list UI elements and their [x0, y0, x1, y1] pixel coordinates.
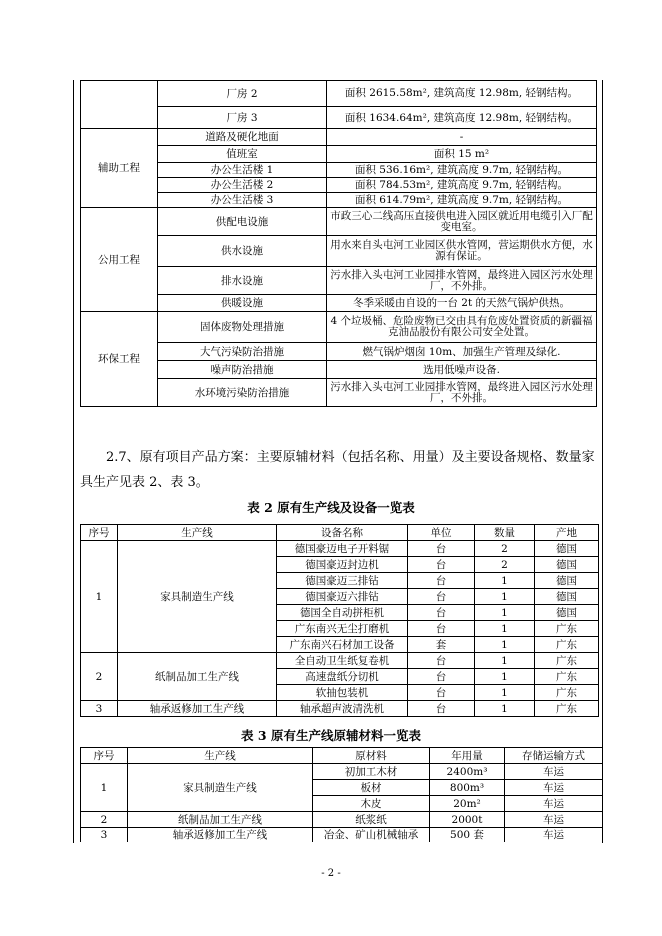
- material-name: 初加工木材: [313, 764, 430, 780]
- desc-cell: -: [327, 129, 597, 146]
- item-cell: 固体废物处理措施: [158, 312, 327, 343]
- header-row: [81, 525, 599, 541]
- item-cell: 大气污染防治措施: [158, 343, 327, 361]
- equipment-name: 德国豪迈封边机: [277, 557, 408, 573]
- quantity: 1: [475, 701, 535, 717]
- unit: 台: [408, 621, 475, 637]
- desc-cell: 污水排入头屯河工业园排水管网，最终进入园区污水处理厂，不外排。: [327, 379, 597, 407]
- production-line: 轴承返修加工生产线: [118, 701, 277, 717]
- equipment-name: 德国全自动拼柜机: [277, 605, 408, 621]
- item-cell: 供暖设施: [158, 295, 327, 312]
- table-row: [81, 163, 597, 178]
- production-line: 纸制品加工生产线: [118, 653, 277, 701]
- table-row: [81, 653, 599, 669]
- equipment-name: 德国豪迈六排钻: [277, 589, 408, 605]
- unit: 台: [408, 669, 475, 685]
- table-row: [81, 129, 597, 146]
- unit: 台: [408, 541, 475, 557]
- category-cell: 环保工程: [81, 312, 158, 407]
- unit: 台: [408, 701, 475, 717]
- transport-method: 车运: [505, 796, 603, 812]
- column-header: 存储运输方式: [505, 748, 603, 764]
- quantity: 2: [475, 557, 535, 573]
- table-row: [81, 193, 597, 208]
- table-row: [81, 343, 597, 361]
- column-header: 序号: [81, 748, 128, 764]
- project-composition-table: [80, 80, 597, 407]
- origin: 德国: [535, 541, 599, 557]
- column-header: 原材料: [313, 748, 430, 764]
- table-row: [81, 701, 599, 717]
- category-cell: 辅助工程: [81, 129, 158, 208]
- category-cell: [81, 81, 158, 129]
- unit: 台: [408, 573, 475, 589]
- unit: 台: [408, 685, 475, 701]
- row-number: 1: [81, 764, 128, 812]
- table-row: [81, 236, 597, 267]
- page-number: - 2 -: [321, 868, 341, 879]
- quantity: 1: [475, 685, 535, 701]
- column-header: 生产线: [118, 525, 277, 541]
- annual-usage: 500 套: [430, 828, 505, 843]
- table3-caption: 表 3 原有生产线原辅材料一览表: [241, 728, 421, 743]
- desc-cell: 面积 15 m²: [327, 146, 597, 163]
- quantity: 1: [475, 621, 535, 637]
- item-cell: 厂房 3: [158, 107, 327, 129]
- row-number: 2: [81, 653, 118, 701]
- row-number: 1: [81, 541, 118, 653]
- section-2-7-paragraph: 2.7、原有项目产品方案：主要原辅材料（包括名称、用量）及主要设备规格、数量家具生产见表 2、表 3。: [80, 450, 595, 490]
- table-row: [81, 361, 597, 379]
- table-row: [81, 146, 597, 163]
- column-header: 生产线: [128, 748, 313, 764]
- materials-table: [80, 747, 603, 842]
- item-cell: 水环境污染防治措施: [158, 379, 327, 407]
- production-line: 家具制造生产线: [118, 541, 277, 653]
- header-row: [81, 748, 603, 764]
- item-cell: 办公生活楼 1: [158, 163, 327, 178]
- annual-usage: 800m³: [430, 780, 505, 796]
- desc-cell: 面积 2615.58m², 建筑高度 12.98m, 轻钢结构。: [327, 81, 597, 107]
- material-name: 木皮: [313, 796, 430, 812]
- table-row: [81, 379, 597, 407]
- desc-cell: 面积 784.53m², 建筑高度 9.7m, 轻钢结构。: [327, 178, 597, 193]
- table-row: [81, 208, 597, 236]
- quantity: 1: [475, 637, 535, 653]
- unit: 台: [408, 557, 475, 573]
- transport-method: 车运: [505, 780, 603, 796]
- quantity: 1: [475, 669, 535, 685]
- production-line: 纸制品加工生产线: [128, 812, 313, 828]
- origin: 德国: [535, 557, 599, 573]
- table-row: [81, 178, 597, 193]
- equipment-name: 软抽包装机: [277, 685, 408, 701]
- row-number: 3: [81, 828, 128, 843]
- unit: 套: [408, 637, 475, 653]
- desc-cell: 市政三心二线高压直接供电进入园区就近用电缆引入厂配变电室。: [327, 208, 597, 236]
- origin: 德国: [535, 589, 599, 605]
- column-header: 序号: [81, 525, 118, 541]
- table-row: [81, 295, 597, 312]
- row-number: 3: [81, 701, 118, 717]
- material-name: 冶金、矿山机械轴承: [313, 828, 430, 843]
- equipment-table: [80, 524, 599, 717]
- column-header: 设备名称: [277, 525, 408, 541]
- table-row: [81, 541, 599, 557]
- table-row: [81, 312, 597, 343]
- production-line: 家具制造生产线: [128, 764, 313, 812]
- origin: 广东: [535, 701, 599, 717]
- origin: 广东: [535, 621, 599, 637]
- unit: 台: [408, 653, 475, 669]
- column-header: 年用量: [430, 748, 505, 764]
- origin: 广东: [535, 669, 599, 685]
- material-name: 纸浆纸: [313, 812, 430, 828]
- table2-caption: 表 2 原有生产线及设备一览表: [247, 500, 415, 515]
- item-cell: 办公生活楼 3: [158, 193, 327, 208]
- origin: 德国: [535, 605, 599, 621]
- desc-cell: 面积 614.79m², 建筑高度 9.7m, 轻钢结构。: [327, 193, 597, 208]
- equipment-name: 高速盘纸分切机: [277, 669, 408, 685]
- equipment-name: 德国豪迈三排钻: [277, 573, 408, 589]
- item-cell: 排水设施: [158, 267, 327, 295]
- item-cell: 供水设施: [158, 236, 327, 267]
- desc-cell: 用水来自头屯河工业园区供水管网，营运期供水方便，水源有保证。: [327, 236, 597, 267]
- column-header: 单位: [408, 525, 475, 541]
- table-row: [81, 812, 603, 828]
- row-number: 2: [81, 812, 128, 828]
- desc-cell: 面积 1634.64m², 建筑高度 12.98m, 轻钢结构。: [327, 107, 597, 129]
- origin: 广东: [535, 653, 599, 669]
- origin: 广东: [535, 637, 599, 653]
- desc-cell: 4 个垃圾桶、危险废物已交由具有危废处置资质的新疆福克油品股份有限公司安全处置。: [327, 312, 597, 343]
- item-cell: 厂房 2: [158, 81, 327, 107]
- item-cell: 噪声防治措施: [158, 361, 327, 379]
- desc-cell: 面积 536.16m², 建筑高度 9.7m, 轻钢结构。: [327, 163, 597, 178]
- unit: 台: [408, 589, 475, 605]
- item-cell: 供配电设施: [158, 208, 327, 236]
- table-row: [81, 267, 597, 295]
- production-line: 轴承返修加工生产线: [128, 828, 313, 843]
- desc-cell: 选用低噪声设备.: [327, 361, 597, 379]
- quantity: 1: [475, 653, 535, 669]
- equipment-name: 全自动卫生纸复卷机: [277, 653, 408, 669]
- category-cell: 公用工程: [81, 208, 158, 312]
- column-header: 产地: [535, 525, 599, 541]
- desc-cell: 污水排入头屯河工业园排水管网，最终进入园区污水处理厂，不外排。: [327, 267, 597, 295]
- quantity: 1: [475, 605, 535, 621]
- quantity: 1: [475, 589, 535, 605]
- desc-cell: 燃气锅炉烟囱 10m、加强生产管理及绿化.: [327, 343, 597, 361]
- table-row: [81, 764, 603, 780]
- equipment-name: 广东南兴石材加工设备: [277, 637, 408, 653]
- origin: 广东: [535, 685, 599, 701]
- equipment-name: 轴承超声波清洗机: [277, 701, 408, 717]
- table-row: [81, 828, 603, 843]
- table-row: [81, 107, 597, 129]
- annual-usage: 20m²: [430, 796, 505, 812]
- item-cell: 值班室: [158, 146, 327, 163]
- equipment-name: 广东南兴无尘打磨机: [277, 621, 408, 637]
- item-cell: 道路及硬化地面: [158, 129, 327, 146]
- quantity: 2: [475, 541, 535, 557]
- annual-usage: 2400m³: [430, 764, 505, 780]
- desc-cell: 冬季采暖由自设的一台 2t 的天然气锅炉供热。: [327, 295, 597, 312]
- transport-method: 车运: [505, 828, 603, 843]
- transport-method: 车运: [505, 764, 603, 780]
- item-cell: 办公生活楼 2: [158, 178, 327, 193]
- equipment-name: 德国豪迈电子开料锯: [277, 541, 408, 557]
- annual-usage: 2000t: [430, 812, 505, 828]
- origin: 德国: [535, 573, 599, 589]
- unit: 台: [408, 605, 475, 621]
- quantity: 1: [475, 573, 535, 589]
- table-row: [81, 81, 597, 107]
- transport-method: 车运: [505, 812, 603, 828]
- column-header: 数量: [475, 525, 535, 541]
- material-name: 板材: [313, 780, 430, 796]
